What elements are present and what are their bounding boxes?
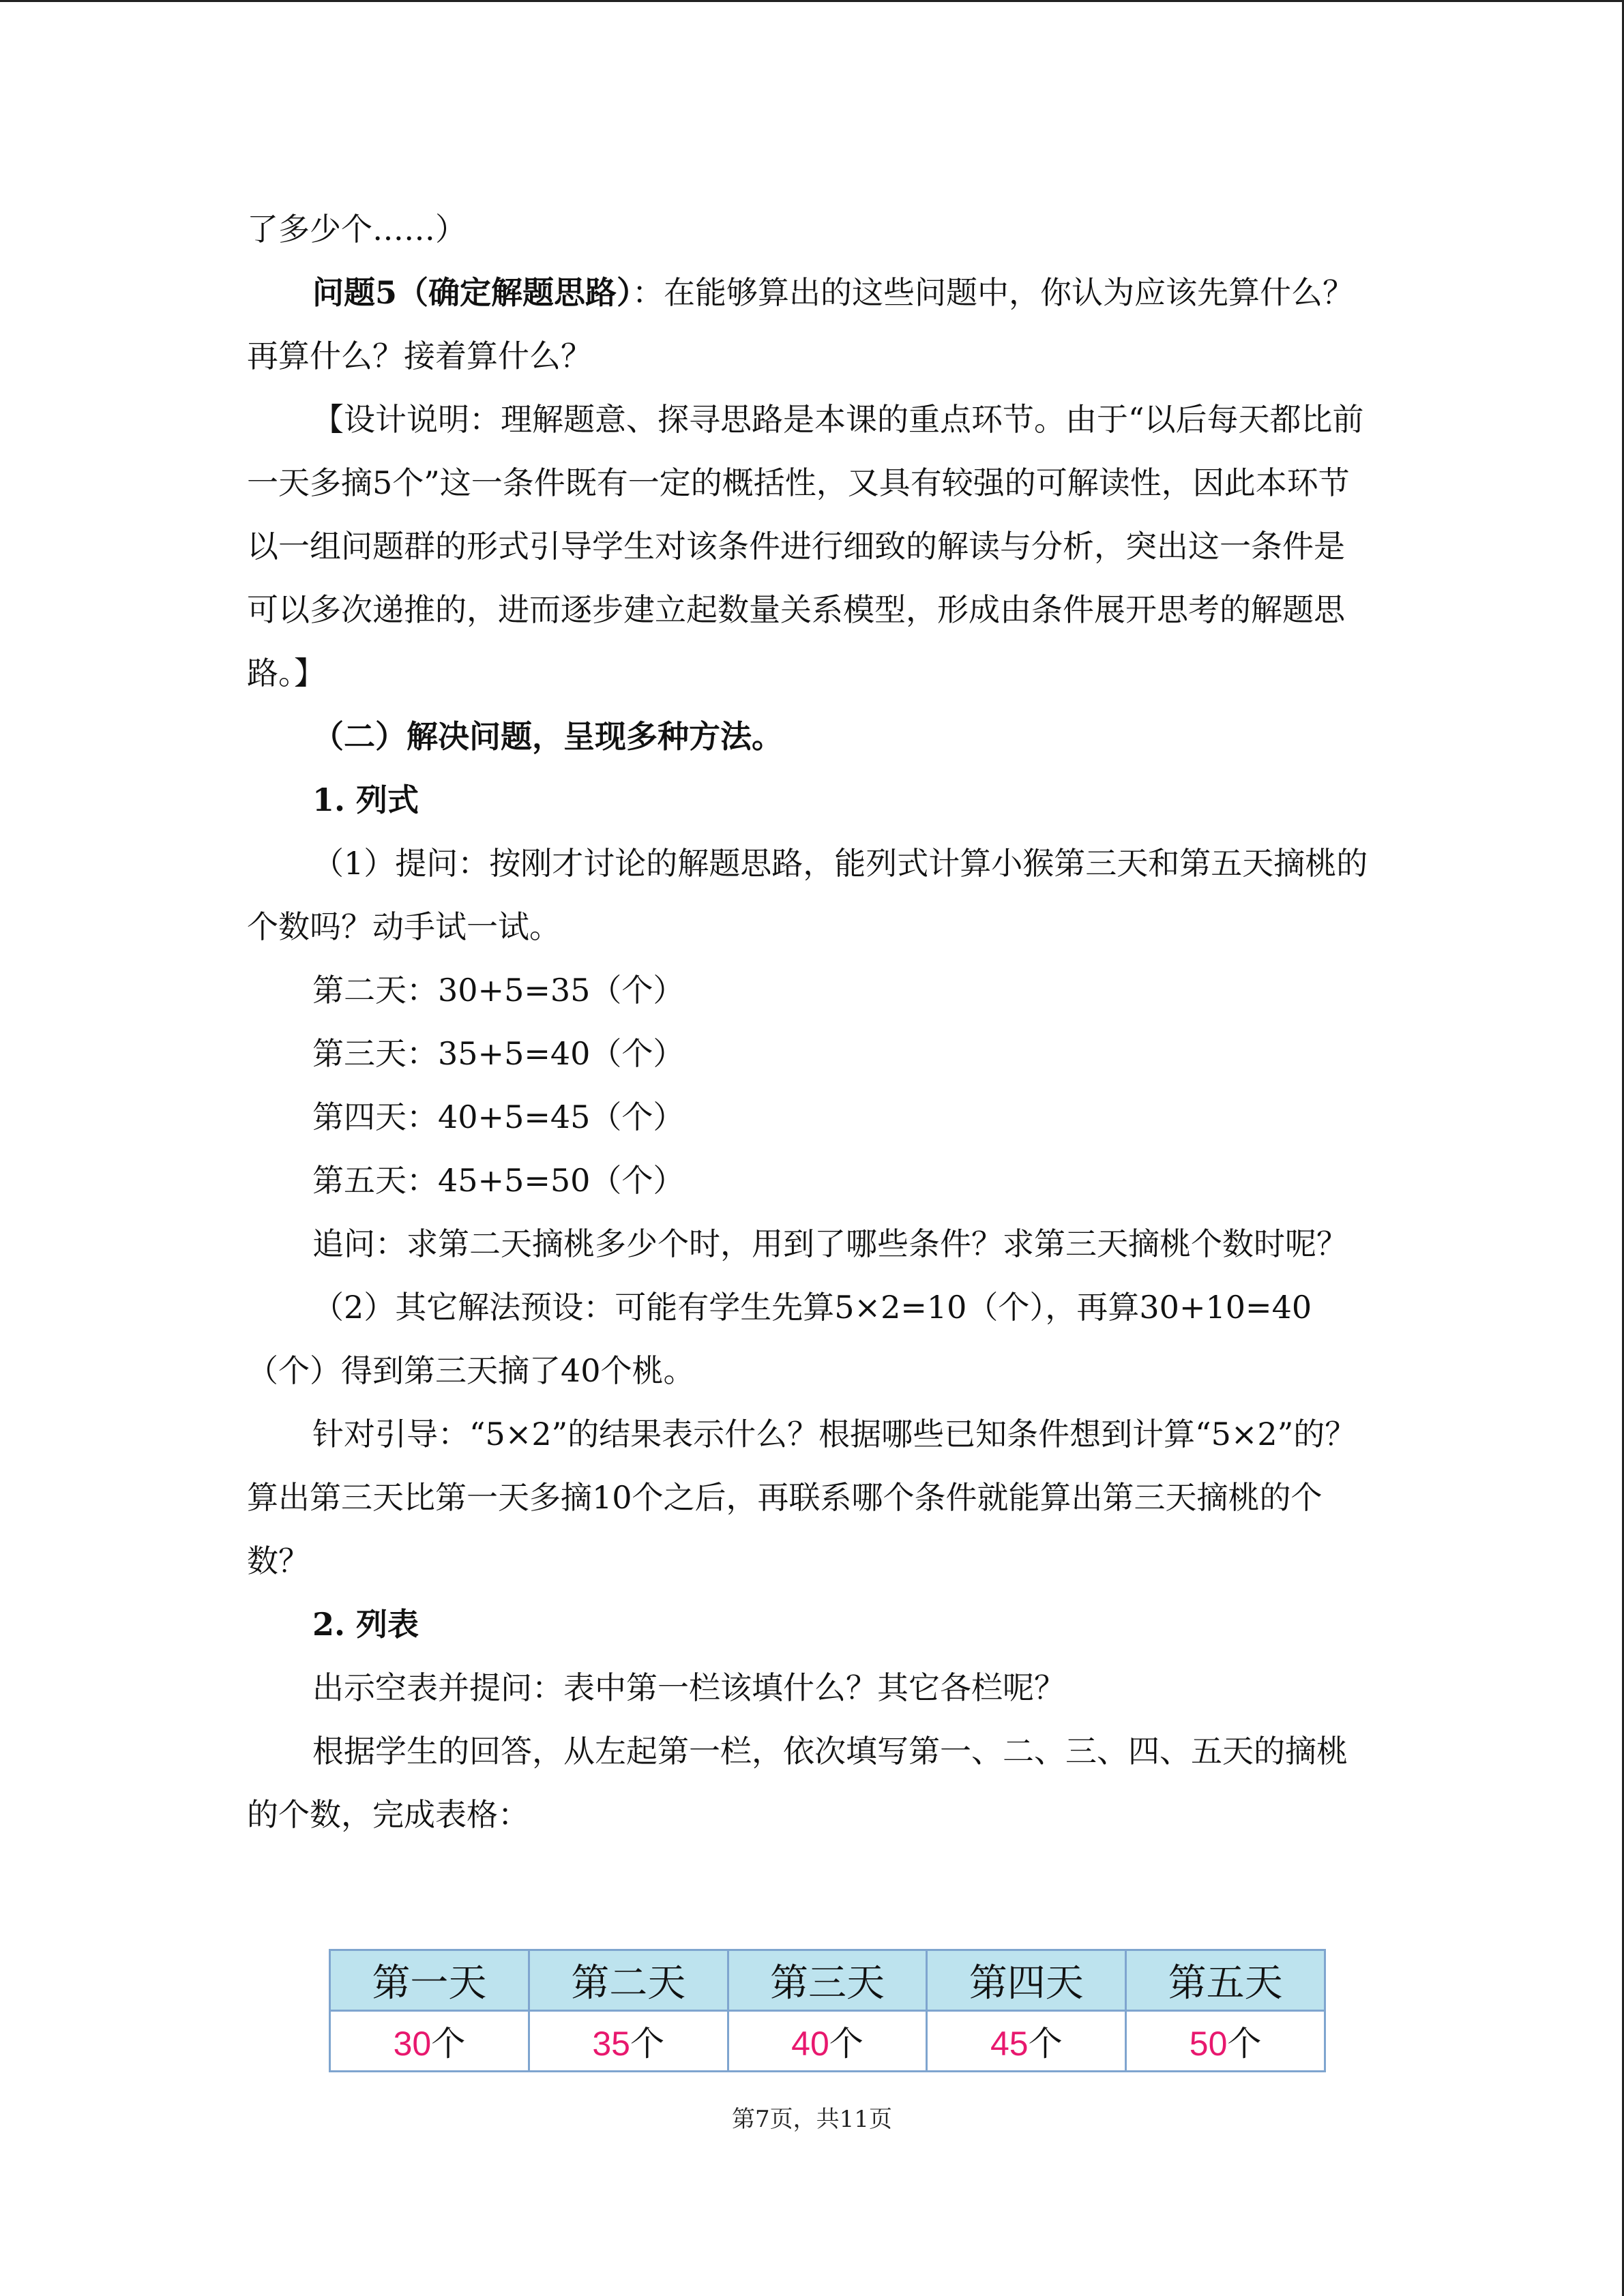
table-cell [1126, 2011, 1325, 2072]
table-header-row [330, 1950, 1325, 2011]
equation-day-3: 第三天：35+5=40（个） [312, 1035, 685, 1072]
cell-unit: 个 [1028, 2024, 1063, 2063]
subheading-table: 2. 列表 [312, 1606, 419, 1643]
paragraph-1: 了多少个……） [247, 211, 467, 248]
table-header-cell: 第二天 [529, 1950, 728, 2011]
paragraph-question-5 [247, 261, 1372, 388]
cell-unit: 个 [431, 2024, 466, 2063]
table-header-cell: 第五天 [1126, 1950, 1325, 2011]
table-cell [927, 2011, 1126, 2072]
paragraph-ask: （1）提问：按刚才讨论的解题思路，能列式计算小猴第三天和第五天摘桃的个数吗？动手试一试。 [247, 845, 1368, 945]
section-heading-2: （二）解决问题，呈现多种方法。 [312, 718, 783, 755]
subheading-formula: 1. 列式 [312, 781, 419, 818]
cell-number: 45 [990, 2025, 1029, 2063]
document-body [247, 198, 1372, 1847]
cell-unit: 个 [829, 2024, 863, 2063]
table-cell [529, 2011, 728, 2072]
table-row [330, 2011, 1325, 2072]
paragraph-other-method: （2）其它解法预设：可能有学生先算5×2=10（个），再算30+10=40（个）得到第三天摘了40个桃。 [247, 1289, 1312, 1389]
table-cell [728, 2011, 927, 2072]
cell-number: 40 [791, 2025, 829, 2063]
cell-number: 35 [592, 2025, 630, 2063]
peach-count-table [329, 1949, 1326, 2072]
page-footer: 第7页，共11页 [732, 2106, 892, 2133]
paragraph-followup: 追问：求第二天摘桃多少个时，用到了哪些条件？求第三天摘桃个数时呢？ [312, 1225, 1348, 1262]
question-5-title: 问题5（确定解题思路） [312, 274, 633, 311]
cell-unit: 个 [630, 2024, 664, 2063]
table-header-cell: 第一天 [330, 1950, 529, 2011]
table-header-cell: 第四天 [927, 1950, 1126, 2011]
cell-number: 30 [393, 2025, 432, 2063]
table-cell [330, 2011, 529, 2072]
table-header-cell: 第三天 [728, 1950, 927, 2011]
question-5-text: ：在能够算出的这些问题中，你认为应该先算什么？再算什么？接着算什么？ [247, 274, 1355, 374]
equation-day-2: 第二天：30+5=35（个） [312, 972, 685, 1009]
cell-unit: 个 [1227, 2024, 1262, 2063]
equation-day-4: 第四天：40+5=45（个） [312, 1099, 685, 1135]
paragraph-guidance: 针对引导：“5×2”的结果表示什么？根据哪些已知条件想到计算“5×2”的？算出第三天比第一天多摘10个之后，再联系哪个条件就能算出第三天摘桃的个数？ [247, 1416, 1357, 1579]
page-top-border [0, 0, 1624, 2]
design-note: 【设计说明：理解题意、探寻思路是本课的重点环节。由于“以后每天都比前一天多摘5个”这一条件既有一定的概括性，又具有较强的可解读性，因此本环节以一组问题群的形式引导学生对该条件进行细致的解读与分析，突出这一条件是可以多次递推的，进而逐步建立起数量关系模型，形成由条件展开思考的解题思路。】 [247, 401, 1364, 691]
cell-number: 50 [1189, 2025, 1228, 2063]
paragraph-show-table: 出示空表并提问：表中第一栏该填什么？其它各栏呢？ [312, 1669, 1065, 1706]
equation-day-5: 第五天：45+5=50（个） [312, 1162, 685, 1199]
paragraph-fill-table: 根据学生的回答，从左起第一栏，依次填写第一、二、三、四、五天的摘桃的个数，完成表格： [247, 1733, 1348, 1833]
